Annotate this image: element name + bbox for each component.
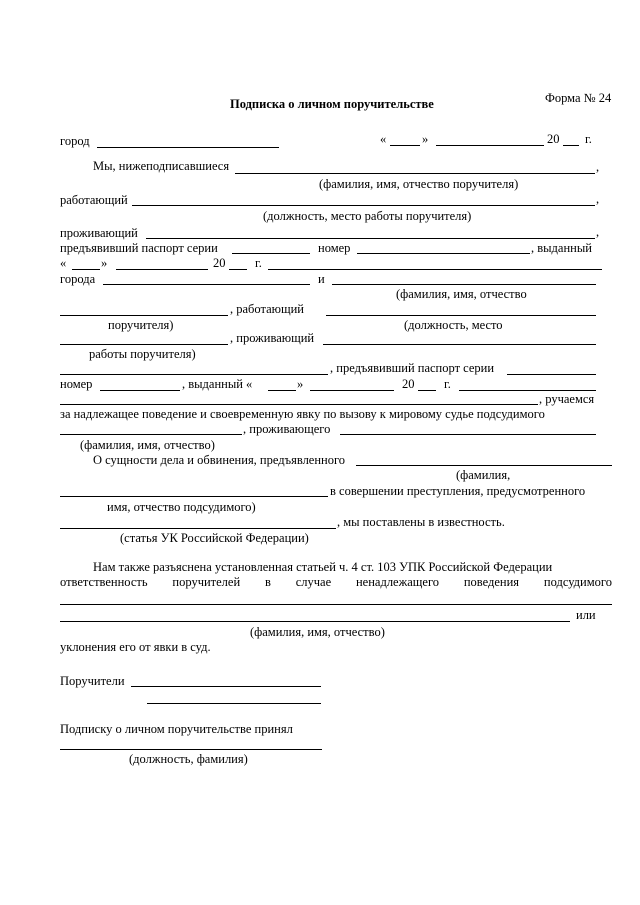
guarantor1-issued-by-field[interactable] xyxy=(268,269,602,270)
passport-series-label-2: , предъявивший паспорт серии xyxy=(330,361,495,375)
guarantor2-fio-field[interactable] xyxy=(332,284,596,285)
we-undersigned-label: Мы, нижеподписавшиеся xyxy=(93,159,230,173)
comma: , xyxy=(596,160,600,174)
defendant-fio-field[interactable] xyxy=(60,434,242,435)
liability-line-1: Нам также разъяснена установленная статьей ч. 4 ст. 103 УПК Российской Федерации xyxy=(93,560,553,574)
issued-year-suffix: г. xyxy=(255,256,262,270)
date-quote-open: « xyxy=(380,132,387,146)
city-field[interactable] xyxy=(97,147,279,148)
guarantor1-issued-month-field[interactable] xyxy=(116,269,208,270)
city-label: город xyxy=(60,134,90,148)
caption-guarantor2-work: работы поручителя) xyxy=(89,347,196,361)
pledge-text: за надлежащее поведение и своевременную явку по вызову к мировому судье подсудимого xyxy=(60,407,545,421)
comma: , xyxy=(596,192,600,206)
date-year-field[interactable] xyxy=(563,145,579,146)
guarantor2-work-field[interactable] xyxy=(326,315,596,316)
issued-label: , выданный xyxy=(531,241,592,255)
official-signature-field[interactable] xyxy=(60,749,322,750)
caption-guarantor1-fio: (фамилия, имя, отчество поручителя) xyxy=(319,177,519,191)
evasion-label: уклонения его от явки в суд. xyxy=(60,640,211,654)
caption-guarantor2-fio-1: (фамилия, имя, отчество xyxy=(396,287,527,301)
guarantor1-issued-city-field[interactable] xyxy=(103,284,310,285)
caption-defendant-name: имя, отчество подсудимого) xyxy=(107,500,256,514)
guarantor2-passport-series-field[interactable] xyxy=(507,374,596,375)
guarantor1-address-field[interactable] xyxy=(146,238,595,239)
liability-word: ненадлежащего xyxy=(355,575,440,589)
comma: , xyxy=(596,225,600,239)
guarantor2-passport-number-field[interactable] xyxy=(100,390,180,391)
living-label-2: , проживающий xyxy=(230,331,315,345)
accused-field[interactable] xyxy=(356,465,612,466)
guarantors-label: Поручители xyxy=(60,674,125,688)
working-label-2: , работающий xyxy=(230,302,304,316)
issued-quote-close-2: » xyxy=(297,377,304,391)
caption-liability-fio: (фамилия, имя, отчество) xyxy=(250,625,385,639)
guarantor2-fio-field-cont[interactable] xyxy=(60,315,228,316)
liability-defendant-field[interactable] xyxy=(60,604,612,605)
informed-label: , мы поставлены в известность. xyxy=(337,515,505,529)
liability-word: поведения xyxy=(463,575,520,589)
living-label: проживающий xyxy=(60,226,138,240)
issued-year-prefix-2: 20 xyxy=(402,377,415,391)
guarantor2-work-field-cont[interactable] xyxy=(60,344,228,345)
guarantor2-issued-by-field-cont[interactable] xyxy=(60,404,538,405)
page-title: Подписка о личном поручительстве xyxy=(230,97,434,111)
form-number: Форма № 24 xyxy=(545,91,612,105)
liability-word: поручителей xyxy=(172,575,241,589)
liability-word: подсудимого xyxy=(543,575,612,589)
essence-label: О сущности дела и обвинения, предъявленного xyxy=(93,453,346,467)
caption-surname: (фамилия, xyxy=(456,468,511,482)
issued-quote-open: « xyxy=(60,256,67,270)
accused-field-cont[interactable] xyxy=(60,496,328,497)
caption-defendant-fio: (фамилия, имя, отчество) xyxy=(80,438,215,452)
passport-number-label-2: номер xyxy=(60,377,93,391)
passport-number-label: номер xyxy=(318,241,351,255)
caption-article: (статья УК Российской Федерации) xyxy=(120,531,309,545)
guarantor1-issued-year-field[interactable] xyxy=(229,269,247,270)
liability-line-2 xyxy=(60,575,612,589)
caption-guarantor1-work: (должность, место работы поручителя) xyxy=(263,209,472,223)
guarantor2-issued-year-field[interactable] xyxy=(418,390,436,391)
working-label: работающий xyxy=(60,193,128,207)
living-label-3: , проживающего xyxy=(243,422,331,436)
date-year-prefix: 20 xyxy=(547,132,560,146)
guarantor2-issued-by-field[interactable] xyxy=(459,390,596,391)
issued-quote-close: » xyxy=(101,256,108,270)
guarantor2-address-field-cont[interactable] xyxy=(60,374,328,375)
liability-word: ответственность xyxy=(60,575,148,589)
liability-word: в xyxy=(265,575,271,589)
guarantor2-signature-field[interactable] xyxy=(147,703,321,704)
guarantor2-issued-month-field[interactable] xyxy=(310,390,394,391)
defendant-address-field[interactable] xyxy=(340,434,596,435)
date-day-field[interactable] xyxy=(390,145,420,146)
crime-label: в совершении преступления, предусмотренного xyxy=(330,484,586,498)
guarantor1-fio-field[interactable] xyxy=(235,173,595,174)
liability-defendant-field-cont[interactable] xyxy=(60,621,570,622)
article-field[interactable] xyxy=(60,528,336,529)
liability-word: случае xyxy=(295,575,332,589)
accepted-label: Подписку о личном поручительстве принял xyxy=(60,722,293,736)
vouch-label: , ручаемся xyxy=(539,392,595,406)
date-year-suffix: г. xyxy=(585,132,592,146)
issued-label-2: , выданный « xyxy=(182,377,253,391)
caption-guarantor2-position: (должность, место xyxy=(404,318,503,332)
guarantor2-issued-day-field[interactable] xyxy=(268,390,296,391)
guarantor1-passport-series-field[interactable] xyxy=(232,253,310,254)
guarantor1-issued-day-field[interactable] xyxy=(72,269,100,270)
issued-year-suffix-2: г. xyxy=(444,377,451,391)
date-quote-close: » xyxy=(422,132,429,146)
issued-year-prefix: 20 xyxy=(213,256,226,270)
of-city-label: города xyxy=(60,272,96,286)
passport-series-label: предъявивший паспорт серии xyxy=(60,241,218,255)
guarantor1-signature-field[interactable] xyxy=(131,686,321,687)
guarantor1-work-field[interactable] xyxy=(132,205,595,206)
guarantor2-address-field[interactable] xyxy=(323,344,596,345)
guarantor1-passport-number-field[interactable] xyxy=(357,253,530,254)
or-label: или xyxy=(576,608,596,622)
caption-position: (должность, фамилия) xyxy=(129,752,248,766)
and-label: и xyxy=(318,272,325,286)
date-month-field[interactable] xyxy=(436,145,544,146)
caption-guarantor2-fio-2: поручителя) xyxy=(108,318,174,332)
